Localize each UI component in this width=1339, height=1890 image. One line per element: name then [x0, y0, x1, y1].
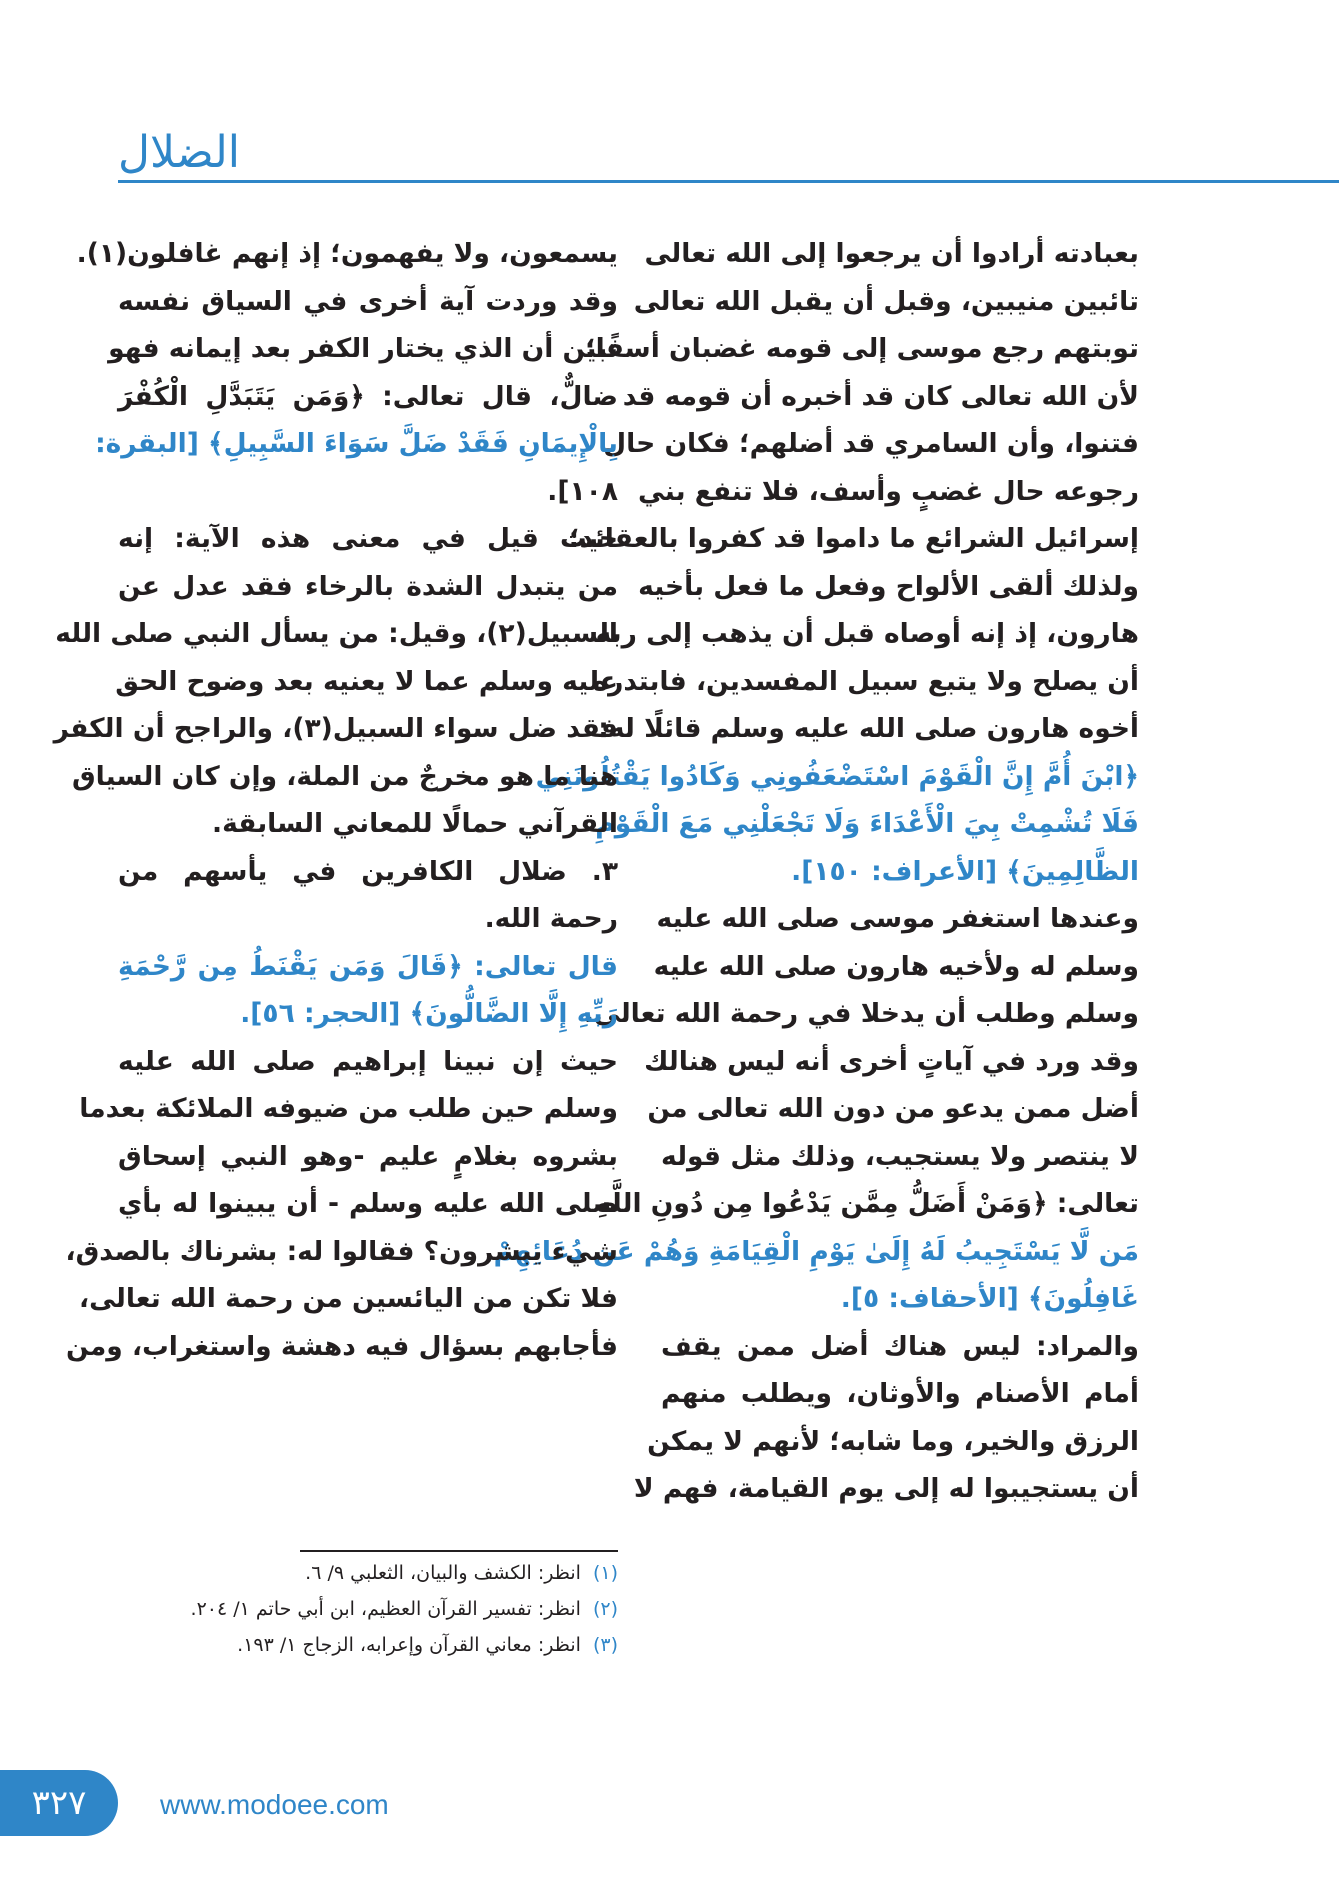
quran-verse-line: قال تعالى: ﴿قَالَ وَمَن يَقْنَطُ مِن رَّحْمَةِ — [118, 950, 618, 982]
text-line: وسلم حين طلب من ضيوفه الملائكة بعدما — [79, 1093, 618, 1124]
text-line: لا ينتصر ولا يستجيب، وذلك مثل قوله — [661, 1140, 1139, 1172]
quran-verse-line: مَن لَّا يَسْتَجِيبُ لَهُ إِلَىٰ يَوْمِ الْقِيَامَةِ وَهُمْ عَن دُعَائِهِمْ — [493, 1235, 1139, 1267]
quran-verse-line: غَافِلُونَ﴾ [الأحقاف: ٥]. — [840, 1283, 1139, 1314]
header-rule — [118, 180, 1339, 183]
page-number: ٣٢٧ — [31, 1783, 87, 1823]
text-line: توبتهم رجع موسى إلى قومه غضبان أسفًا؛ — [585, 333, 1139, 364]
footnote-divider — [300, 1550, 618, 1552]
text-line: أخوه هارون صلى الله عليه وسلم قائلًا له: — [598, 713, 1139, 744]
text-line: وقد وردت آية أخرى في السياق نفسه — [118, 285, 618, 317]
text-line: تبين أن الذي يختار الكفر بعد إيمانه فهو — [108, 333, 618, 364]
text-line: والمراد: ليس هناك أضل ممن يقف — [661, 1330, 1139, 1362]
text-line: رجوعه حال غضبٍ وأسف، فلا تنفع بني — [637, 475, 1139, 507]
section-heading: رحمة الله. — [484, 903, 618, 934]
text-line: بشروه بغلامٍ عليم -وهو النبي إسحاق — [118, 1140, 618, 1172]
text-line: حيث قيل في معنى هذه الآية: إنه — [118, 523, 618, 554]
page-title: الضلال — [118, 127, 241, 178]
footnote-number: (٢) — [592, 1598, 618, 1620]
footnote-number: (٣) — [592, 1634, 618, 1656]
text-line: هنا ما هو مخرجٌ من الملة، وإن كان السياق — [71, 760, 618, 792]
text-line: فتنوا، وأن السامري قد أضلهم؛ فكان حال — [603, 428, 1139, 459]
text-line: من يتبدل الشدة بالرخاء فقد عدل عن — [118, 570, 618, 602]
text-line: فأجابهم بسؤال فيه دهشة واستغراب، ومن — [66, 1330, 618, 1362]
text-line: أن يصلح ولا يتبع سبيل المفسدين، فابتدره — [592, 665, 1139, 697]
footnote-text: انظر: الكشف والبيان، الثعلبي ٩/ ٦. — [305, 1562, 581, 1584]
text-line: حيث إن نبينا إبراهيم صلى الله عليه — [118, 1045, 618, 1077]
text-line: ضالٌّ، قال تعالى: ﴿وَمَن يَتَبَدَّلِ الْكُفْرَ — [118, 380, 618, 412]
footnote-text: انظر: تفسير القرآن العظيم، ابن أبي حاتم ١/ ٢٠٤. — [190, 1598, 581, 1620]
text-line: أضل ممن يدعو من دون الله تعالى من — [647, 1093, 1139, 1124]
text-line: الرزق والخير، وما شابه؛ لأنهم لا يمكن — [647, 1425, 1139, 1457]
section-heading: ٣. ضلال الكافرين في يأسهم من — [118, 855, 618, 887]
text-line: صلى الله عليه وسلم - أن يبينوا له بأي — [118, 1188, 618, 1219]
footnote — [118, 1594, 618, 1624]
quran-verse-line: ﴿ابْنَ أُمَّ إِنَّ الْقَوْمَ اسْتَضْعَفُونِي وَكَادُوا يَقْتُلُونَنِي — [535, 760, 1139, 792]
footnote — [118, 1558, 618, 1588]
text-line: شيء يبشرون؟ فقالوا له: بشرناك بالصدق، — [65, 1235, 618, 1267]
text-line: تعالى: ﴿وَمَنْ أَضَلُّ مِمَّن يَدْعُوا مِن دُونِ اللَّهِ — [595, 1188, 1139, 1219]
text-line: القرآني حمالًا للمعاني السابقة. — [212, 808, 618, 839]
footnote-number: (١) — [592, 1562, 618, 1584]
quran-verse-line: بِالْإِيمَانِ فَقَدْ ضَلَّ سَوَاءَ السَّبِيلِ﴾ [البقرة: — [95, 428, 618, 459]
text-line: تائبين منيبين، وقبل أن يقبل الله تعالى — [633, 285, 1139, 317]
text-line: يسمعون، ولا يفهمون؛ إذ إنهم غافلون(١). — [76, 238, 618, 269]
text-line: إسرائيل الشرائع ما داموا قد كفروا بالعقائد؛ — [568, 523, 1139, 554]
text-line: فلا تكن من اليائسين من رحمة الله تعالى، — [79, 1283, 618, 1314]
text-line: لأن الله تعالى كان قد أخبره أن قومه قد — [622, 380, 1139, 412]
text-line: أن يستجيبوا له إلى يوم القيامة، فهم لا — [633, 1473, 1139, 1504]
text-line: عليه وسلم عما لا يعنيه بعد وضوح الحق — [115, 665, 618, 697]
text-line: فقد ضل سواء السبيل(٣)، والراجح أن الكفر — [53, 713, 618, 744]
text-line: وسلم له ولأخيه هارون صلى الله عليه — [653, 950, 1139, 982]
footnotes — [118, 1558, 618, 1666]
footnote — [118, 1630, 618, 1660]
text-line: السبيل(٢)، وقيل: من يسأل النبي صلى الله — [55, 618, 618, 649]
text-line: هارون، إذ إنه أوصاه قبل أن يذهب إلى ربه — [595, 618, 1139, 649]
quran-verse-line: رَبِّهِ إِلَّا الضَّالُّونَ﴾ [الحجر: ٥٦]. — [240, 998, 618, 1029]
text-line: ١٠٨]. — [547, 475, 618, 507]
quran-verse-line: فَلَا تُشْمِتْ بِيَ الْأَعْدَاءَ وَلَا تَجْعَلْنِي مَعَ الْقَوْمِ — [595, 808, 1139, 839]
text-line: وسلم وطلب أن يدخلا في رحمة الله تعالى. — [583, 998, 1139, 1029]
text-line: وقد ورد في آياتٍ أخرى أنه ليس هنالك — [644, 1045, 1139, 1077]
footnote-text: انظر: معاني القرآن وإعرابه، الزجاج ١/ ١٩٣. — [237, 1634, 581, 1656]
text-line: بعبادته أرادوا أن يرجعوا إلى الله تعالى — [644, 238, 1139, 269]
website-url[interactable]: www.modoee.com — [160, 1789, 389, 1820]
text-line: وعندها استغفر موسى صلى الله عليه — [656, 903, 1139, 934]
quran-verse-line: الظَّالِمِينَ﴾ [الأعراف: ١٥٠]. — [791, 855, 1139, 887]
text-line: أمام الأصنام والأوثان، ويطلب منهم — [661, 1378, 1139, 1409]
left-column — [53, 230, 618, 1370]
text-line: ولذلك ألقى الألواح وفعل ما فعل بأخيه — [638, 570, 1139, 602]
